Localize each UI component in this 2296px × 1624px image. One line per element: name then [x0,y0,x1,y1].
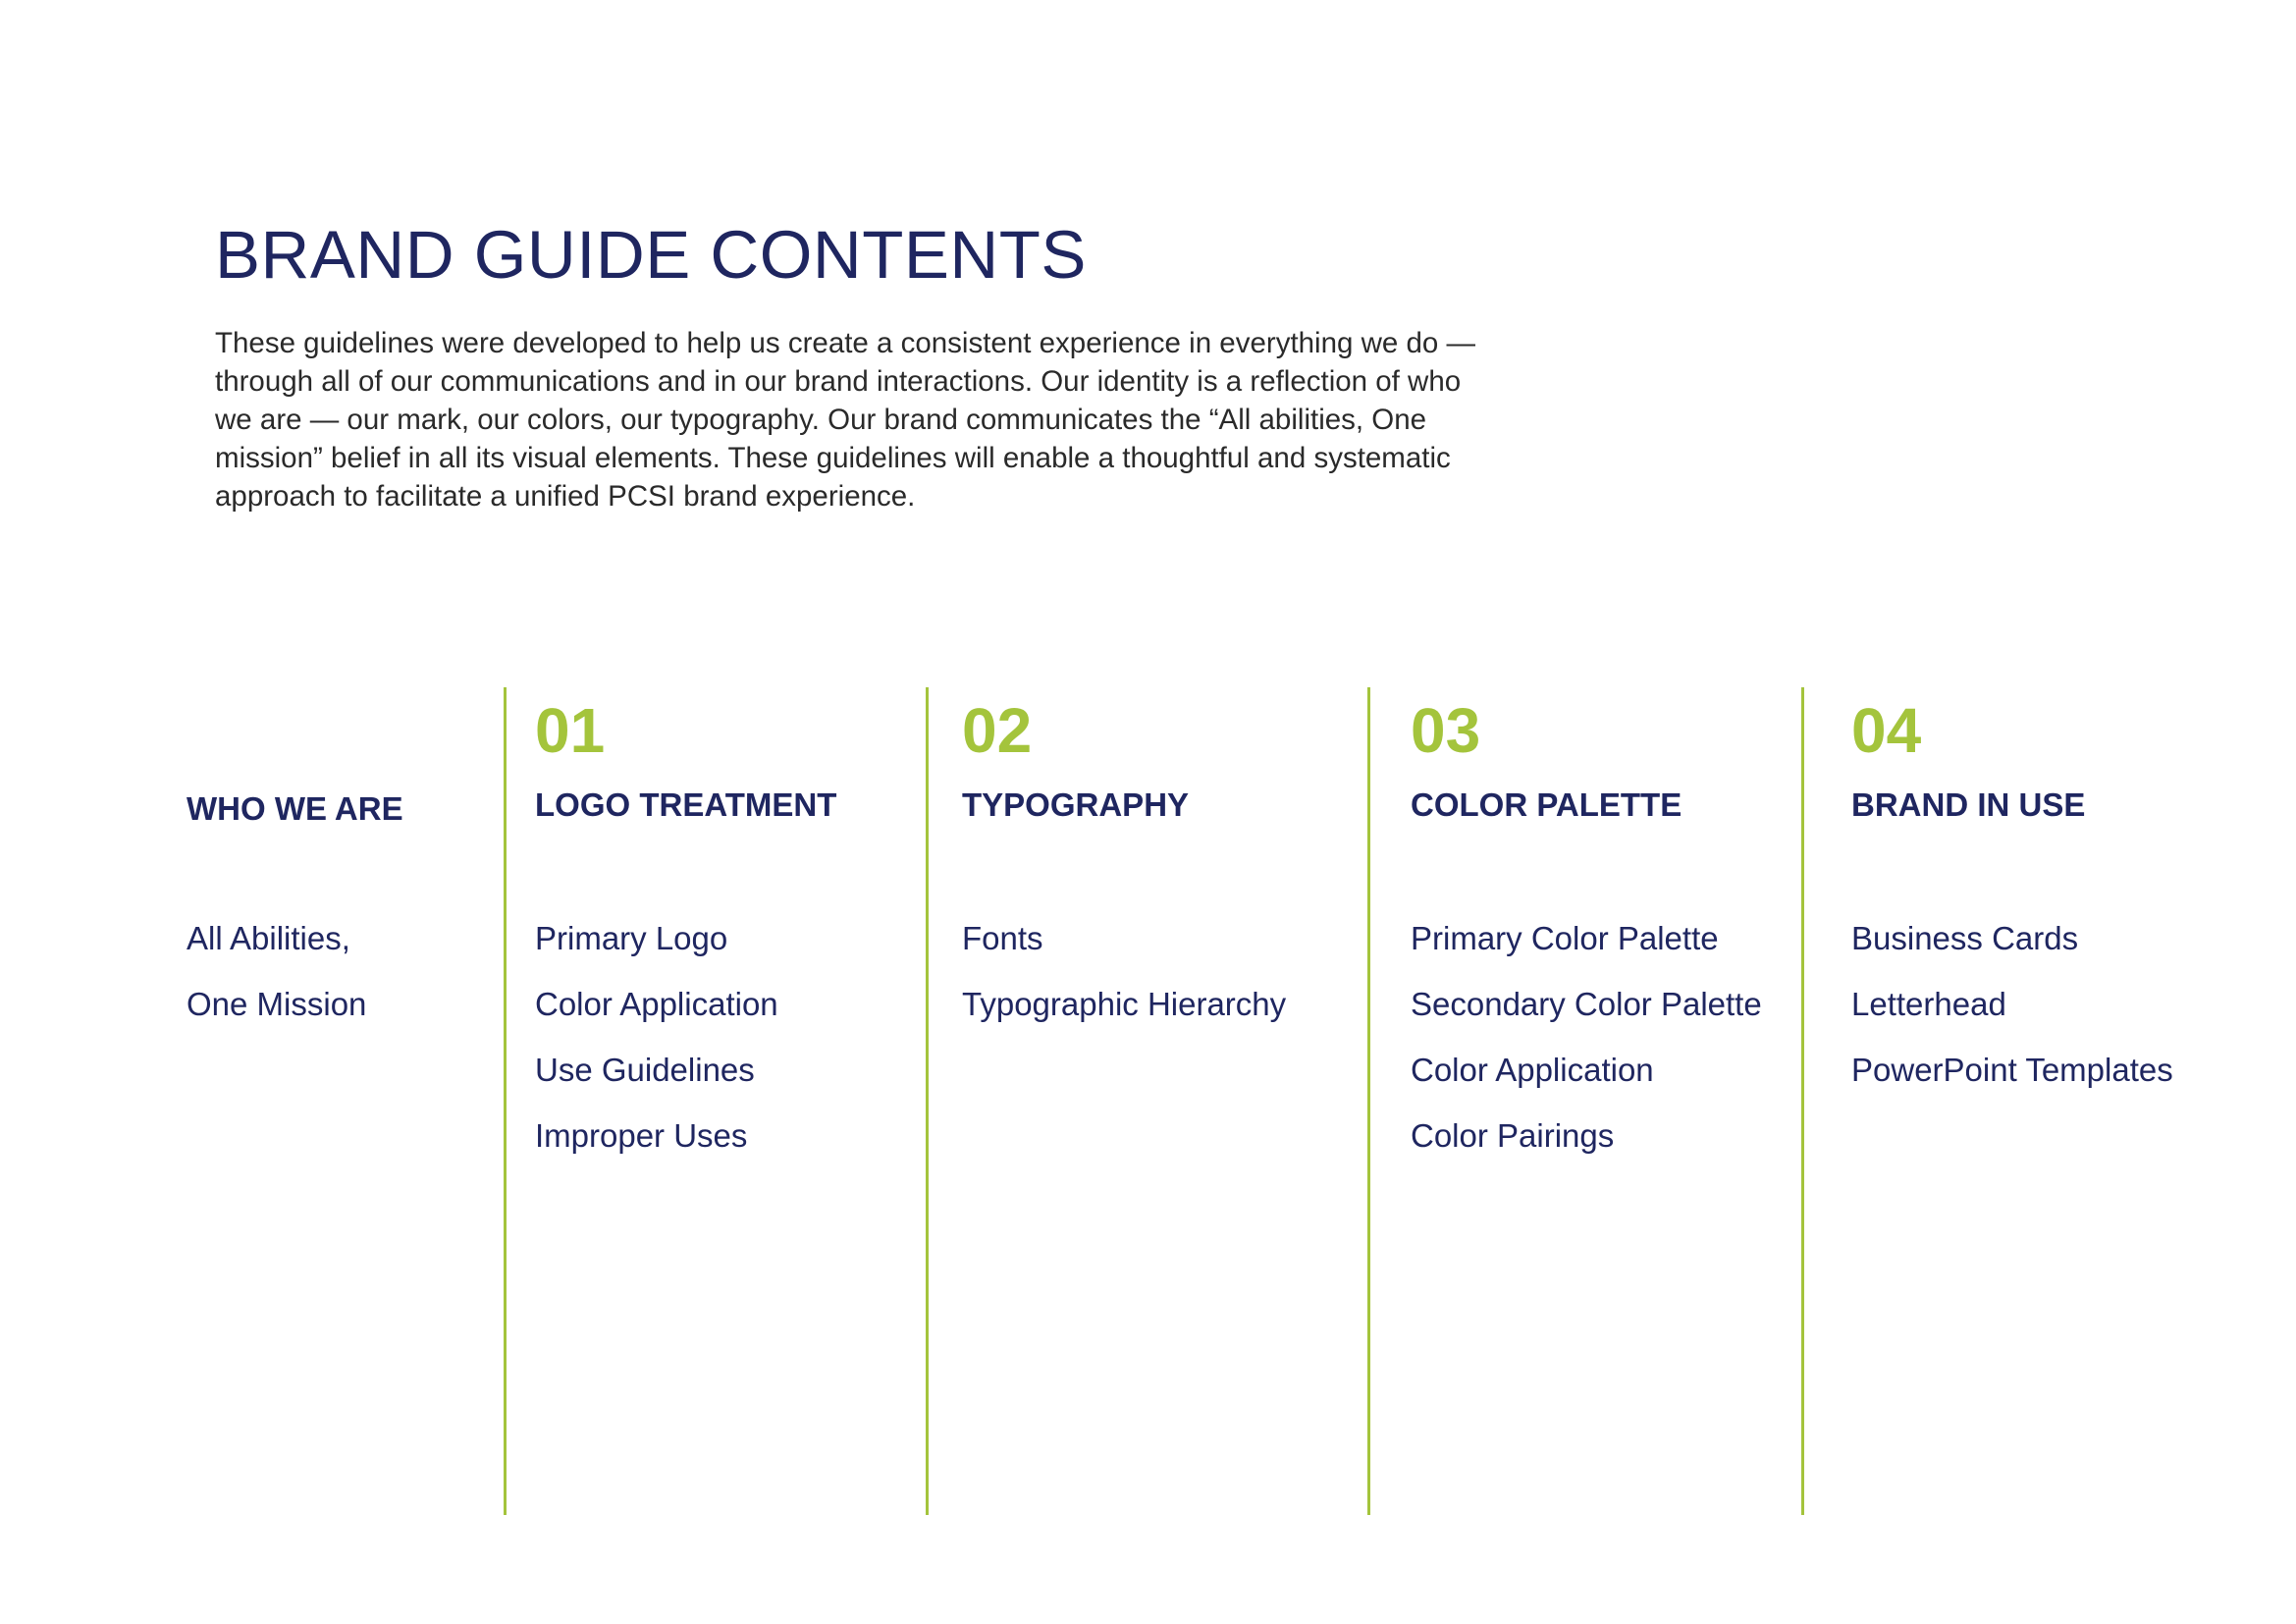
toc-item[interactable]: Fonts [962,920,1043,956]
intro-line: we are — our mark, our colors, our typography. Our brand communicates the “All abilities, One [215,404,1427,436]
column-divider [926,687,929,1515]
toc-item[interactable]: PowerPoint Templates [1851,1052,2173,1088]
toc-item[interactable]: Color Application [535,986,778,1022]
section-heading: WHO WE ARE [187,790,403,827]
toc-item[interactable]: Typographic Hierarchy [962,986,1287,1022]
section-heading: BRAND IN USE [1851,786,2086,823]
section-heading: COLOR PALETTE [1411,786,1682,823]
section-items [535,919,778,1182]
section-items [1851,919,2173,1116]
section-number: 04 [1851,695,1922,766]
toc-item[interactable]: Letterhead [1851,986,2006,1022]
toc-item[interactable]: Color Pairings [1411,1117,1615,1154]
toc-item[interactable]: Primary Color Palette [1411,920,1719,956]
intro-line: through all of our communications and in our brand interactions. Our identity is a reflection of who [215,365,1462,398]
section-number: 03 [1411,695,1481,766]
toc-item[interactable]: All Abilities, [187,920,350,956]
section-items [187,919,366,1051]
column-divider [1367,687,1370,1515]
toc-item[interactable]: Color Application [1411,1052,1654,1088]
page-title: BRAND GUIDE CONTENTS [215,217,1087,293]
column-divider [504,687,507,1515]
toc-item[interactable]: Improper Uses [535,1117,748,1154]
intro-paragraph [215,324,1619,515]
section-heading: LOGO TREATMENT [535,786,837,823]
section-items [1411,919,1762,1182]
intro-line: approach to facilitate a unified PCSI brand experience. [215,480,916,513]
section-number: 01 [535,695,606,766]
column-divider [1801,687,1804,1515]
toc-item[interactable]: One Mission [187,986,367,1022]
toc-item[interactable]: Business Cards [1851,920,2079,956]
intro-line: These guidelines were developed to help us create a consistent experience in everything we do — [215,327,1476,359]
section-items [962,919,1286,1051]
toc-item[interactable]: Use Guidelines [535,1052,755,1088]
section-heading: TYPOGRAPHY [962,786,1190,823]
toc-item[interactable]: Primary Logo [535,920,728,956]
toc-item[interactable]: Secondary Color Palette [1411,986,1762,1022]
section-number: 02 [962,695,1033,766]
intro-line: mission” belief in all its visual elements. These guidelines will enable a thoughtful and systematic [215,442,1451,474]
